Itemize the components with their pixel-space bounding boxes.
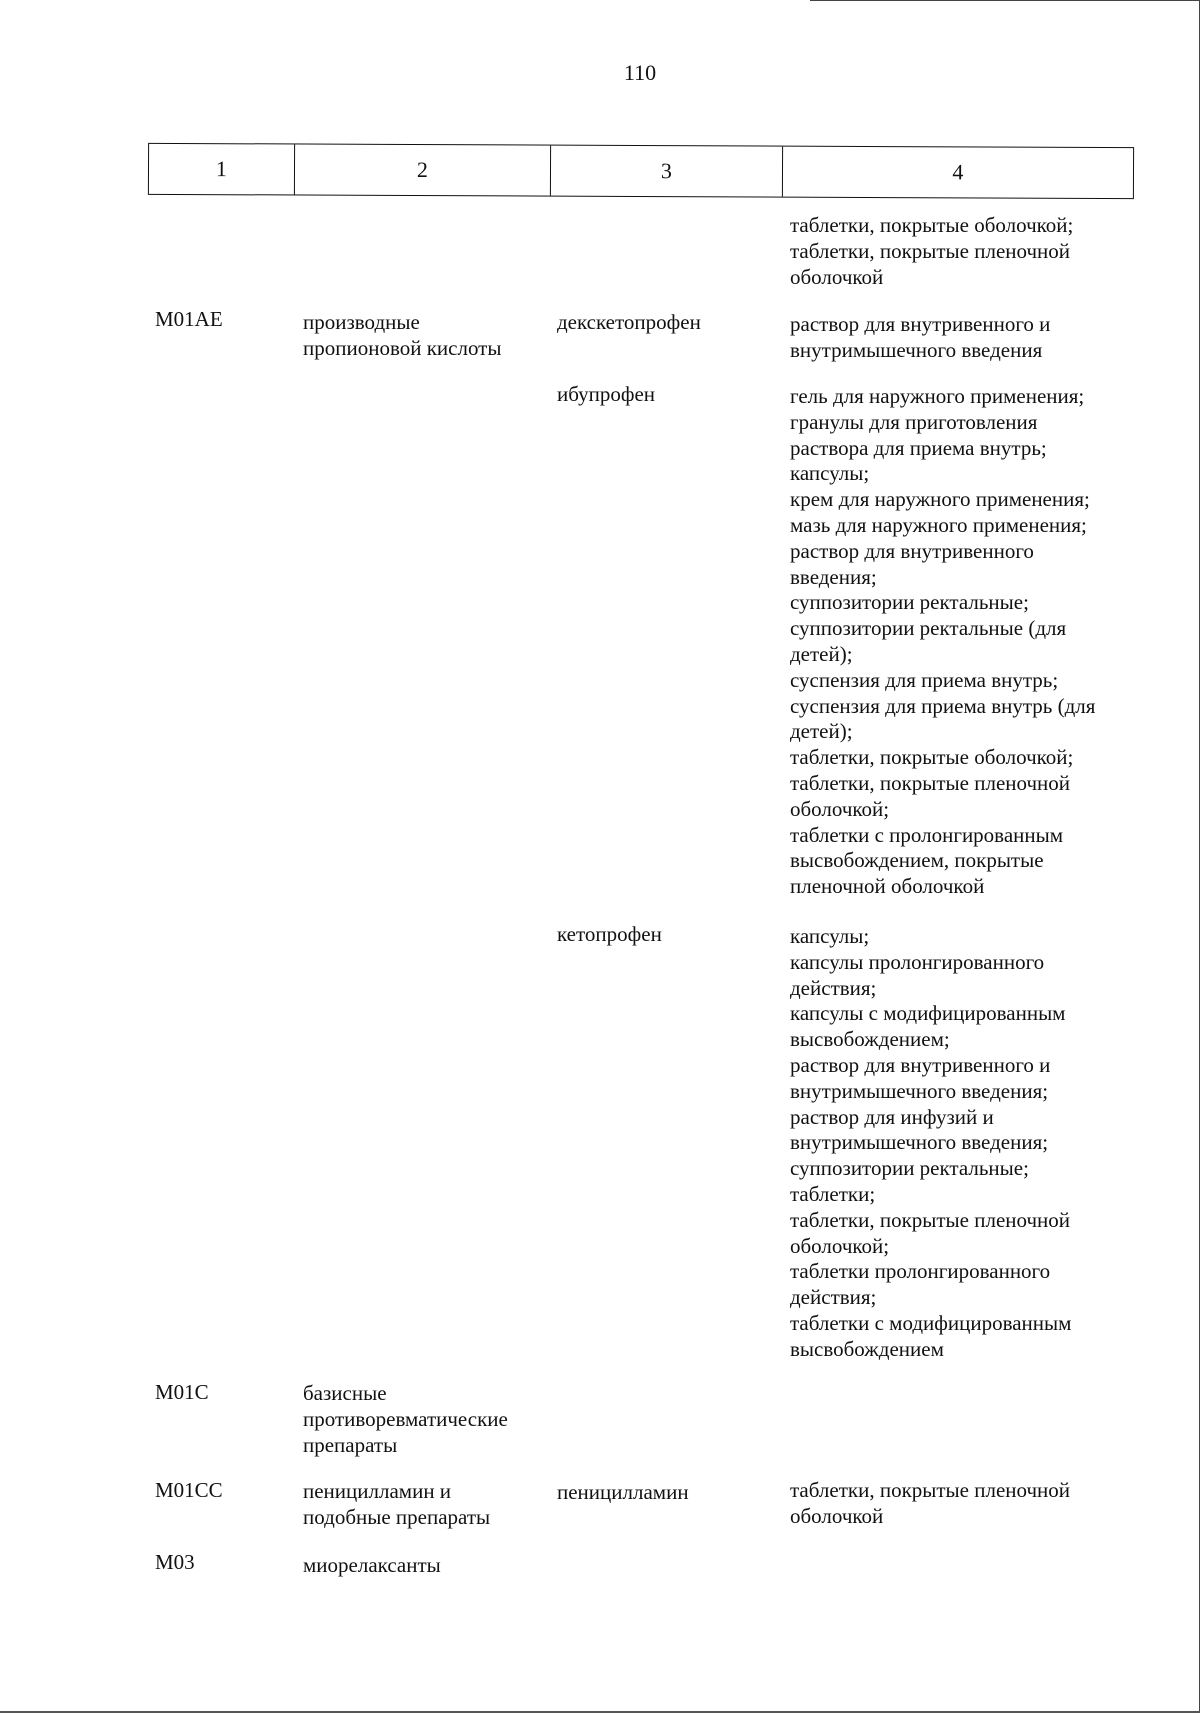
form-line: действия;	[790, 975, 877, 1000]
table-header	[148, 143, 1134, 199]
page-number: 110	[623, 60, 657, 85]
form-line: капсулы;	[790, 924, 870, 948]
atc-group-name	[303, 1478, 490, 1530]
form-line: раствор для внутривенного и	[790, 312, 1051, 336]
drug-line: ибупрофен	[557, 382, 656, 406]
form-line: суспензия для приема внутрь;	[790, 667, 1059, 692]
form-line: таблетки, покрытые оболочкой;	[790, 213, 1074, 237]
form-line: внутримышечного введения	[790, 337, 1043, 362]
form-line: высвобождением	[790, 1336, 944, 1361]
form-line: раствор для внутривенного и	[790, 1052, 1051, 1077]
form-line: таблетки пролонгированного	[790, 1259, 1051, 1284]
form-line: таблетки, покрытые пленочной	[790, 1207, 1071, 1232]
atc-code: M01C	[155, 1380, 209, 1404]
table-row-forms	[790, 1478, 1120, 1530]
form-line: капсулы с модифицированным	[790, 1001, 1066, 1026]
form-line: введения;	[790, 564, 877, 589]
form-line: таблетки;	[790, 1181, 876, 1206]
atc-code: M01CC	[155, 1478, 223, 1502]
group-line: производные	[303, 310, 420, 334]
form-line: суспензия для приема внутрь (для	[790, 693, 1096, 718]
form-line: высвобождением, покрытые	[790, 848, 1044, 873]
form-line: таблетки с модифицированным	[790, 1310, 1072, 1335]
form-line: оболочкой;	[790, 796, 890, 821]
form-line: детей);	[790, 719, 853, 744]
form-line: пленочной оболочкой	[790, 874, 985, 899]
form-line: раствор для внутривенного	[790, 538, 1034, 563]
group-line: пеницилламин и	[303, 1479, 452, 1503]
form-line: гранулы для приготовления	[790, 409, 1038, 434]
table-row-forms	[790, 312, 1120, 364]
drug-name	[557, 1479, 689, 1505]
form-line: высвобождением;	[790, 1027, 950, 1052]
table-header-col-4: 4	[952, 159, 964, 185]
group-line: препараты	[303, 1433, 398, 1457]
table-row-forms	[790, 924, 1120, 1363]
form-line: таблетки с пролонгированным	[790, 822, 1064, 847]
atc-code: M01AE	[155, 307, 223, 331]
form-line: действия;	[790, 1285, 877, 1310]
form-line: капсулы пролонгированного	[790, 949, 1045, 974]
atc-code: M03	[155, 1550, 195, 1574]
form-line: суппозитории ректальные;	[790, 1156, 1029, 1181]
table-header-col-1: 1	[149, 144, 295, 195]
drug-line: кетопрофен	[557, 922, 662, 946]
drug-name	[557, 381, 655, 407]
form-line: суппозитории ректальные (для	[790, 616, 1067, 641]
form-line: таблетки, покрытые пленочной	[790, 1478, 1071, 1502]
form-line: суппозитории ректальные;	[790, 590, 1029, 615]
form-line: раствора для приема внутрь;	[790, 435, 1047, 460]
group-line: базисные	[303, 1381, 387, 1405]
form-line: таблетки, покрытые пленочной	[790, 238, 1071, 263]
group-line: противоревматические	[303, 1407, 508, 1431]
scan-edge-top	[810, 0, 1200, 1]
form-line: внутримышечного введения;	[790, 1130, 1049, 1155]
drug-line: пеницилламин	[557, 1480, 689, 1504]
table-header-col-3: 3	[551, 146, 783, 197]
form-line: крем для наружного применения;	[790, 487, 1090, 512]
table-row-forms	[790, 384, 1120, 900]
atc-group-name	[303, 1552, 441, 1578]
form-line: таблетки, покрытые пленочной	[790, 770, 1071, 795]
table-header-col-2: 2	[295, 144, 552, 195]
form-line: детей);	[790, 641, 853, 666]
form-line: капсулы;	[790, 461, 870, 486]
form-line: таблетки, покрытые оболочкой;	[790, 745, 1074, 770]
group-line: пропионовой кислоты	[303, 336, 502, 360]
form-line: оболочкой	[790, 264, 884, 289]
form-line: раствор для инфузий и	[790, 1104, 994, 1129]
drug-line: декскетопрофен	[557, 310, 701, 334]
drug-name	[557, 309, 701, 335]
atc-group-name	[303, 309, 501, 361]
group-line: подобные препараты	[303, 1505, 491, 1529]
group-line: миорелаксанты	[303, 1553, 441, 1577]
form-line: оболочкой;	[790, 1233, 890, 1258]
atc-group-name	[303, 1380, 508, 1458]
form-line: мазь для наружного применения;	[790, 512, 1087, 537]
form-line: оболочкой	[790, 1503, 884, 1528]
table-row-forms	[790, 213, 1120, 290]
form-line: внутримышечного введения;	[790, 1078, 1049, 1103]
form-line: гель для наружного применения;	[790, 384, 1085, 408]
drug-name	[557, 921, 662, 947]
